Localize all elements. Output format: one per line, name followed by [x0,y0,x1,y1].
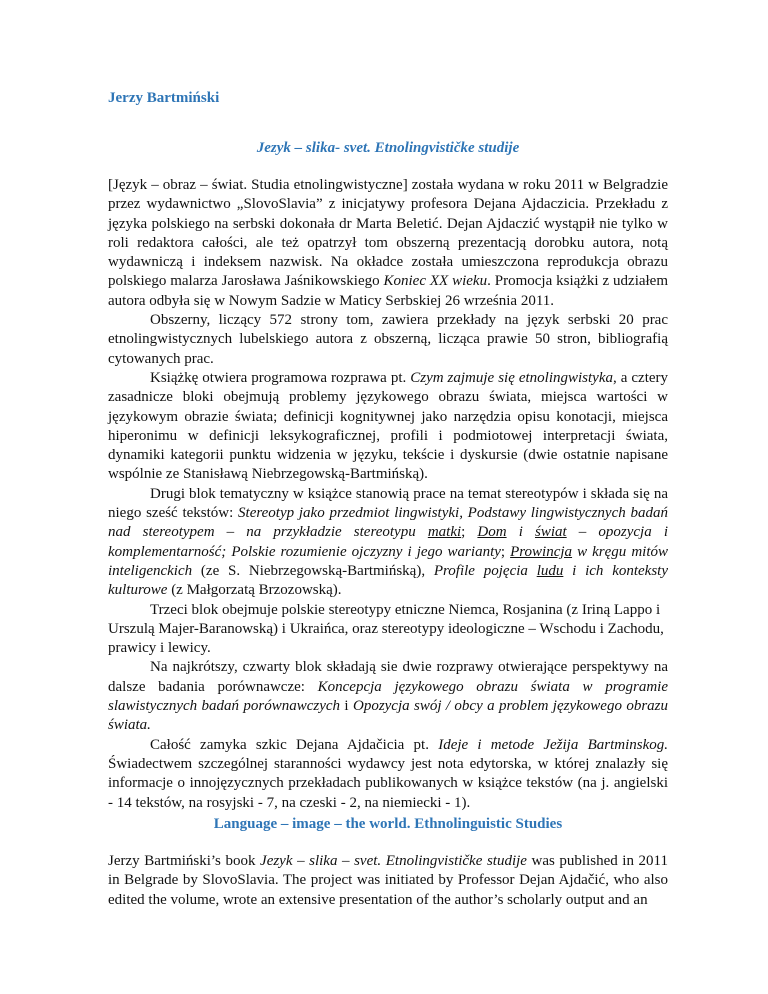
author-heading: Jerzy Bartmiński [108,90,220,106]
polish-review [108,176,668,813]
paragraph-2: Obszerny, liczący 572 strony tom, zawiera przekłady na język serbski 20 prac etnolingwistycznych lubelskiego autora z obszerną, licząca prawie 50 stron, bibliografią cytowanych prac. [108,312,668,367]
paragraph-7: Całość zamyka szkic Dejana Ajdačicia pt. Ideje i metode Ježija Bartminskog. Świadectwem szczególnej staranności wydawcy jest nota edytorska, w której znalazły się informacje o innojęzycznych przekładach publikowanych w książce tekstów (na j. angielski - 14 tekstów, na rosyjski - 7, na czeski - 2, na niemiecki - 1). [108,736,668,811]
paragraph-5: Trzeci blok obejmuje polskie stereotypy etniczne Niemca, Rosjanina (z Iriną Lappo i Urszulą Majer-Baranowską) i Ukraińca, oraz stereotypy ideologiczne – Wschodu i Zachodu, prawicy i lewicy. [108,601,664,657]
serbian-title: Jezyk – slika- svet. Etnolingvističke studije [256,140,520,156]
english-paragraph-1: Jerzy Bartmiński’s book Jezyk – slika – svet. Etnolingvističke studije was published in 2011 in Belgrade by SlovoSlavia. The project was initiated by Professor Dejan Ajdačić, who also edited the volume, wrote an extensive presentation of the author’s scholarly output and an [108,853,668,908]
paragraph-4: Drugi blok tematyczny w książce stanowią prace na temat stereotypów i składa się na niego sześć tekstów: Stereotyp jako przedmiot lingwistyki, Podstawy lingwistycznych badań nad stereotypem – na przykładzie stereotypu matki; Dom i świat – opozycja i komplementarność; Polskie rozumienie ojczyzny i jego warianty; Prowincja w kręgu mitów inteligenckich (ze S. Niebrzegowską-Bartmińską), Profile pojęcia ludu i ich konteksty kulturowe (z Małgorzatą Brzozowską). [108,485,668,599]
paragraph-3: Książkę otwiera programowa rozprawa pt. Czym zajmuje się etnolingwistyka, a cztery zasadnicze bloki obejmują problemy językowego obrazu świata, miejsca wartości w językowym obrazie świata; definicji kognitywnej jako narzędzia opisu konotacji, miejsca hiperonimu w definicji leksykograficznej, profili i podmiotowej interpretacji świata, dynamiki kategorii punktu widzenia w języku, tekście i dyskursie (dwie ostatnie napisane wspólnie ze Stanisławą Niebrzegowską-Bartmińską). [108,369,669,483]
english-review [108,852,668,910]
paragraph-1: [Język – obraz – świat. Studia etnolingwistyczne] została wydana w roku 2011 w Belgradzie przez wydawnictwo „SlovoSlavia” z inicjatywy profesora Dejana Ajdaczicia. Przekładu z języka polskiego na serbski dokonała dr Marta Beletić. Dejan Ajdaczić wystąpił nie tylko w roli redaktora całości, ale też opatrzył tom obszerną prezentacją dorobku autora, notą wydawniczą i indeksem nazwisk. Na okładce została umieszczona reprodukcja obrazu polskiego malarza Jarosława Jaśnikowskiego Koniec XX wieku. Promocja książki z udziałem autora odbyła się w Nowym Sadzie w Maticy Serbskiej 26 września 2011. [108,177,669,309]
english-title: Language – image – the world. Ethnolinguistic Studies [213,816,563,832]
paragraph-6: Na najkrótszy, czwarty blok składają sie dwie rozprawy otwierające perspektywy na dalsze badania porównawcze: Koncepcja językowego obrazu świata w programie slawistycznych badań porównawczych i Opozycja swój / obcy a problem językowego obrazu świata. [108,659,668,734]
